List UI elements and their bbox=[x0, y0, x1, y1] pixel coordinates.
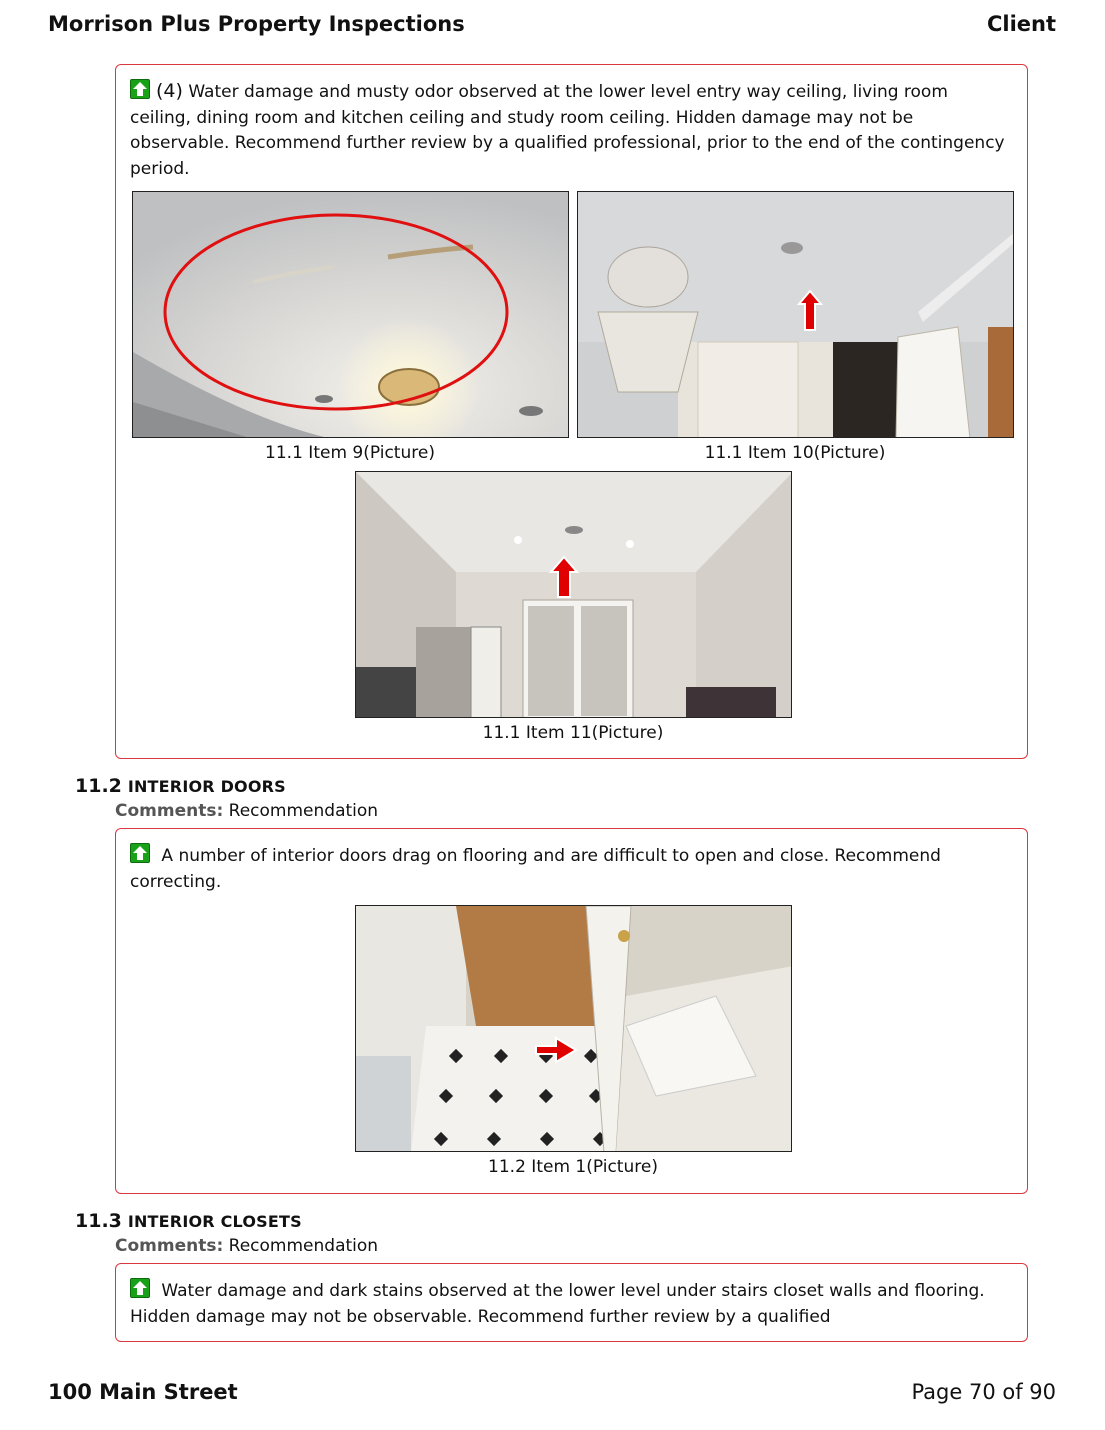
picture-11-1-item-10[interactable] bbox=[577, 191, 1014, 438]
item-description: Water damage and musty odor observed at the lower level entry way ceiling, living room ceiling, dining room and kitchen ceiling and study room ceiling. Hidden damage may not be observable. Recommend further review by a qualified professional, prior to the end of the contingency period. bbox=[130, 82, 1005, 179]
comments-value: Recommendation bbox=[228, 1236, 379, 1256]
comments-label: Comments: bbox=[115, 801, 224, 821]
recommendation-text bbox=[130, 843, 1013, 895]
recommendation-up-arrow-icon bbox=[130, 843, 150, 863]
report-header-client: Client bbox=[986, 12, 1056, 36]
section-heading-11-3 bbox=[75, 1210, 302, 1232]
section-comments-11-2 bbox=[115, 801, 378, 821]
section-heading-11-2 bbox=[75, 775, 286, 797]
picture-caption: 11.2 Item 1(Picture) bbox=[488, 1157, 658, 1177]
recommendation-box-11-1 bbox=[115, 64, 1028, 759]
picture-11-1-item-11[interactable] bbox=[355, 471, 792, 718]
picture-caption: 11.1 Item 9(Picture) bbox=[265, 443, 435, 463]
item-description: A number of interior doors drag on flooring and are difficult to open and close. Recommend correcting. bbox=[130, 846, 941, 892]
report-footer-page-number: Page 70 of 90 bbox=[911, 1380, 1056, 1404]
recommendation-up-arrow-icon bbox=[130, 79, 150, 99]
section-comments-11-3 bbox=[115, 1236, 378, 1256]
picture-caption: 11.1 Item 11(Picture) bbox=[482, 723, 664, 743]
recommendation-text bbox=[130, 1278, 1013, 1330]
recommendation-box-11-2 bbox=[115, 828, 1028, 1194]
comments-value: Recommendation bbox=[228, 801, 379, 821]
item-number: (4) bbox=[156, 80, 183, 102]
report-footer-address: 100 Main Street bbox=[48, 1380, 238, 1404]
item-description: Water damage and dark stains observed at the lower level under stairs closet walls and flooring. Hidden damage may not be observable. Recommend further review by a qualified bbox=[130, 1281, 985, 1327]
section-number: 11.3 bbox=[75, 1210, 122, 1232]
comments-label: Comments: bbox=[115, 1236, 224, 1256]
section-title: INTERIOR CLOSETS bbox=[127, 1212, 302, 1231]
recommendation-text bbox=[130, 79, 1013, 182]
picture-caption: 11.1 Item 10(Picture) bbox=[704, 443, 886, 463]
report-header-company: Morrison Plus Property Inspections bbox=[48, 12, 465, 36]
picture-11-1-item-9[interactable] bbox=[132, 191, 569, 438]
section-title: INTERIOR DOORS bbox=[127, 777, 286, 796]
picture-11-2-item-1[interactable] bbox=[355, 905, 792, 1152]
recommendation-up-arrow-icon bbox=[130, 1278, 150, 1298]
recommendation-box-11-3 bbox=[115, 1263, 1028, 1342]
section-number: 11.2 bbox=[75, 775, 122, 797]
